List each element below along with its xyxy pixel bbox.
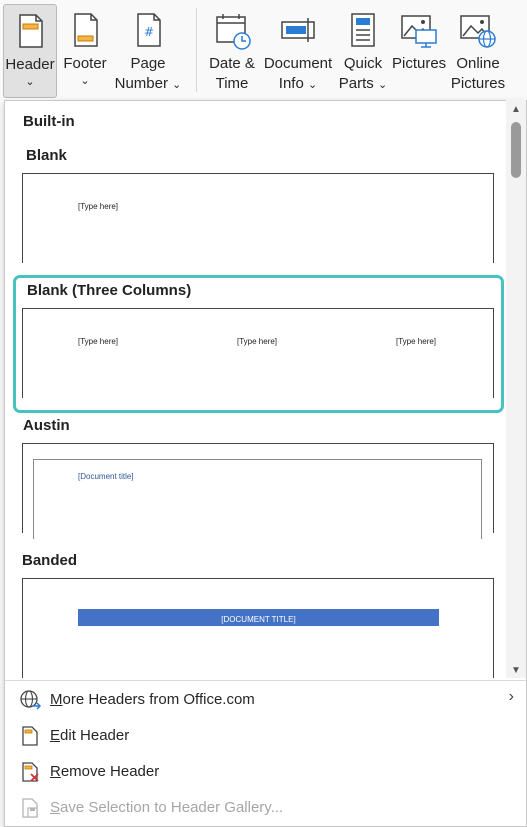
online-pictures-label-2: Pictures [450,75,506,92]
scroll-down-icon[interactable]: ▼ [511,665,521,676]
placeholder-text: [Type here] [78,337,119,346]
online-pictures-icon [458,10,498,50]
edit-header-menu-item[interactable] [5,718,526,754]
quick-parts-label-1: Quick [343,55,383,72]
header-icon [10,11,50,51]
ribbon-divider [196,8,197,92]
page-number-button[interactable] [112,4,184,98]
save-selection-hotkey: S [50,799,61,816]
chevron-down-icon: ⌄ [25,76,35,88]
remove-header-menu-item[interactable] [5,754,526,790]
more-headers-label: ore Headers from Office.com [62,691,255,708]
remove-header-label: emove Header [60,763,160,780]
date-time-label-1: Date & [209,55,255,72]
pictures-icon [399,10,439,50]
gallery-thumbnail [22,443,494,533]
austin-frame [33,459,482,539]
footer-label: Footer [63,55,107,72]
date-time-label-2: Time [215,75,249,92]
gallery-item-title: Banded [22,552,78,569]
section-built-in: Built-in [23,113,75,130]
save-selection-menu-item [5,790,526,826]
footer-button[interactable] [60,4,110,98]
document-info-icon [278,10,318,50]
date-time-button[interactable] [204,4,260,98]
calendar-clock-icon [212,10,252,50]
save-gallery-icon [19,797,41,819]
placeholder-text: [Type here] [78,202,119,211]
page-number-label-2: Number [114,75,168,92]
header-button[interactable] [3,4,57,98]
placeholder-text: [Type here] [237,337,278,346]
page-number-label-1: Page [130,55,166,72]
save-selection-label: ave Selection to Header Gallery... [60,799,284,816]
remove-header-hotkey: R [50,763,61,780]
menu-separator [5,680,526,681]
selection-highlight [13,275,504,413]
document-info-button[interactable] [262,4,334,98]
remove-header-icon [19,761,41,783]
placeholder-text: [DOCUMENT TITLE] [221,615,296,624]
chevron-down-icon: ⌄ [307,79,318,91]
edit-header-hotkey: E [50,727,61,744]
gallery-item-title: Blank (Three Columns) [27,282,192,299]
chevron-right-icon: › [508,688,514,705]
quick-parts-icon [343,10,383,50]
document-info-label-1: Document [263,55,333,72]
quick-parts-button[interactable] [338,4,388,98]
quick-parts-label-2: Parts [338,75,374,92]
online-pictures-button[interactable] [449,4,507,98]
svg-text:#: # [143,25,155,39]
globe-icon [19,689,41,711]
gallery-thumbnail [22,578,494,678]
chevron-down-icon: ⌄ [172,79,182,91]
ribbon [0,0,527,100]
edit-header-label: dit Header [60,727,130,744]
gallery-scrollbar[interactable] [506,100,526,678]
header-label: Header [5,56,55,73]
scroll-up-icon[interactable]: ▲ [511,104,521,115]
pictures-label: Pictures [392,55,447,72]
scrollbar-thumb[interactable] [511,122,521,178]
page-number-icon [128,10,168,50]
online-pictures-label-1: Online [456,55,500,72]
placeholder-text: [Document title] [78,472,134,481]
pictures-button[interactable] [392,4,446,98]
banded-title-bar [78,609,439,626]
gallery-thumbnail [22,173,494,263]
edit-header-icon [19,725,41,747]
document-info-label-2: Info [278,75,304,92]
more-headers-menu-item[interactable] [5,682,526,718]
chevron-down-icon: ⌄ [80,75,90,87]
placeholder-text: [Type here] [396,337,437,346]
gallery-item-title: Blank [26,147,67,164]
gallery-item-title: Austin [23,417,70,434]
chevron-down-icon: ⌄ [377,79,388,91]
more-headers-hotkey: M [50,691,63,708]
footer-icon [65,10,105,50]
